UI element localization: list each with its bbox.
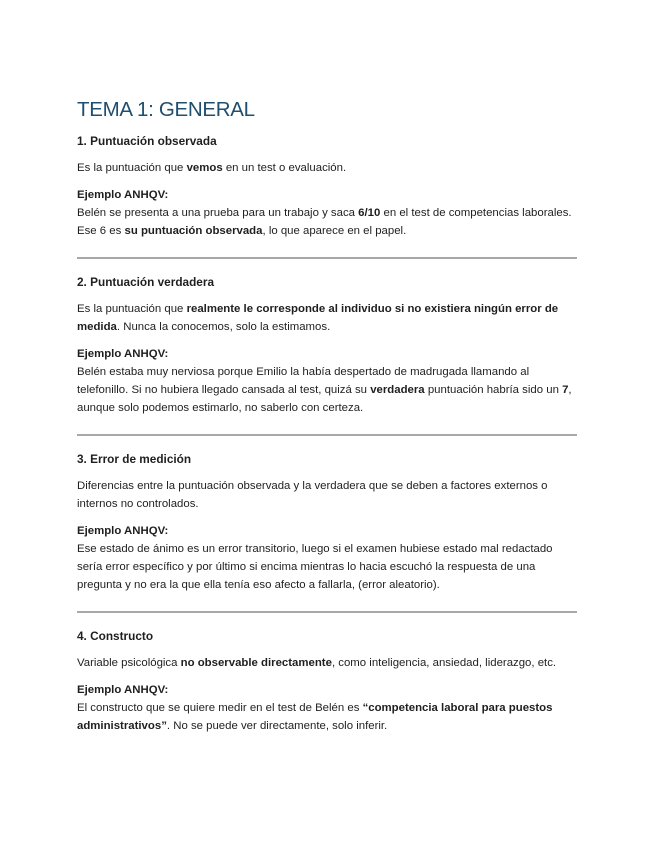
section-heading: 3. Error de medición: [77, 452, 192, 466]
example-label: Ejemplo ANHQV:: [77, 684, 169, 696]
example-label: Ejemplo ANHQV:: [77, 525, 169, 537]
section-constructo: [77, 627, 577, 735]
definition: Es la puntuación que vemos en un test o evaluación.: [77, 162, 347, 174]
section-divider: [77, 434, 577, 436]
example-block: Ejemplo ANHQV: El constructo que se quiere medir en el test de Belén es “competencia laboral para puestos administrativos”. No se puede ver directamente, solo inferir.: [77, 681, 577, 735]
section-heading: 4. Constructo: [77, 629, 154, 643]
page-title: TEMA 1: GENERAL: [77, 98, 255, 121]
definition: Es la puntuación que realmente le corresponde al individuo si no existiera ningún error de medida. Nunca la conocemos, solo la estimamos.: [77, 303, 559, 333]
example-label: Ejemplo ANHQV:: [77, 189, 169, 201]
section-divider: [77, 611, 577, 613]
example-block: Ejemplo ANHQV: Ese estado de ánimo es un error transitorio, luego si el examen hubiese estado mal redactado sería error específico y por último si encima mientras lo hacia escuchó la respuesta de una pregunta y no era la que ella tenía eso afecto a fallarla, (error aleatorio).: [77, 522, 577, 594]
definition: Variable psicológica no observable directamente, como inteligencia, ansiedad, liderazgo, etc.: [77, 657, 557, 669]
section-error-de-medicion: [77, 450, 577, 594]
section-divider: [77, 257, 577, 259]
example-block: Ejemplo ANHQV: Belén se presenta a una prueba para un trabajo y saca 6/10 en el test de competencias laborales. Ese 6 es su puntuación observada, lo que aparece en el papel.: [77, 186, 577, 240]
example-block: Ejemplo ANHQV: Belén estaba muy nerviosa porque Emilio la había despertado de madrugada llamando al telefonillo. Si no hubiera llegado cansada al test, quizá su verdadera puntuación habría sido un 7, aunque solo podemos estimarlo, no saberlo con certeza.: [77, 345, 577, 417]
document-content: [77, 96, 577, 735]
example-label: Ejemplo ANHQV:: [77, 348, 169, 360]
section-puntuacion-observada: [77, 132, 577, 240]
definition: Diferencias entre la puntuación observada y la verdadera que se deben a factores externos o internos no controlados.: [77, 480, 548, 510]
section-puntuacion-verdadera: [77, 273, 577, 417]
section-heading: 1. Puntuación observada: [77, 134, 217, 148]
section-heading: 2. Puntuación verdadera: [77, 275, 215, 289]
